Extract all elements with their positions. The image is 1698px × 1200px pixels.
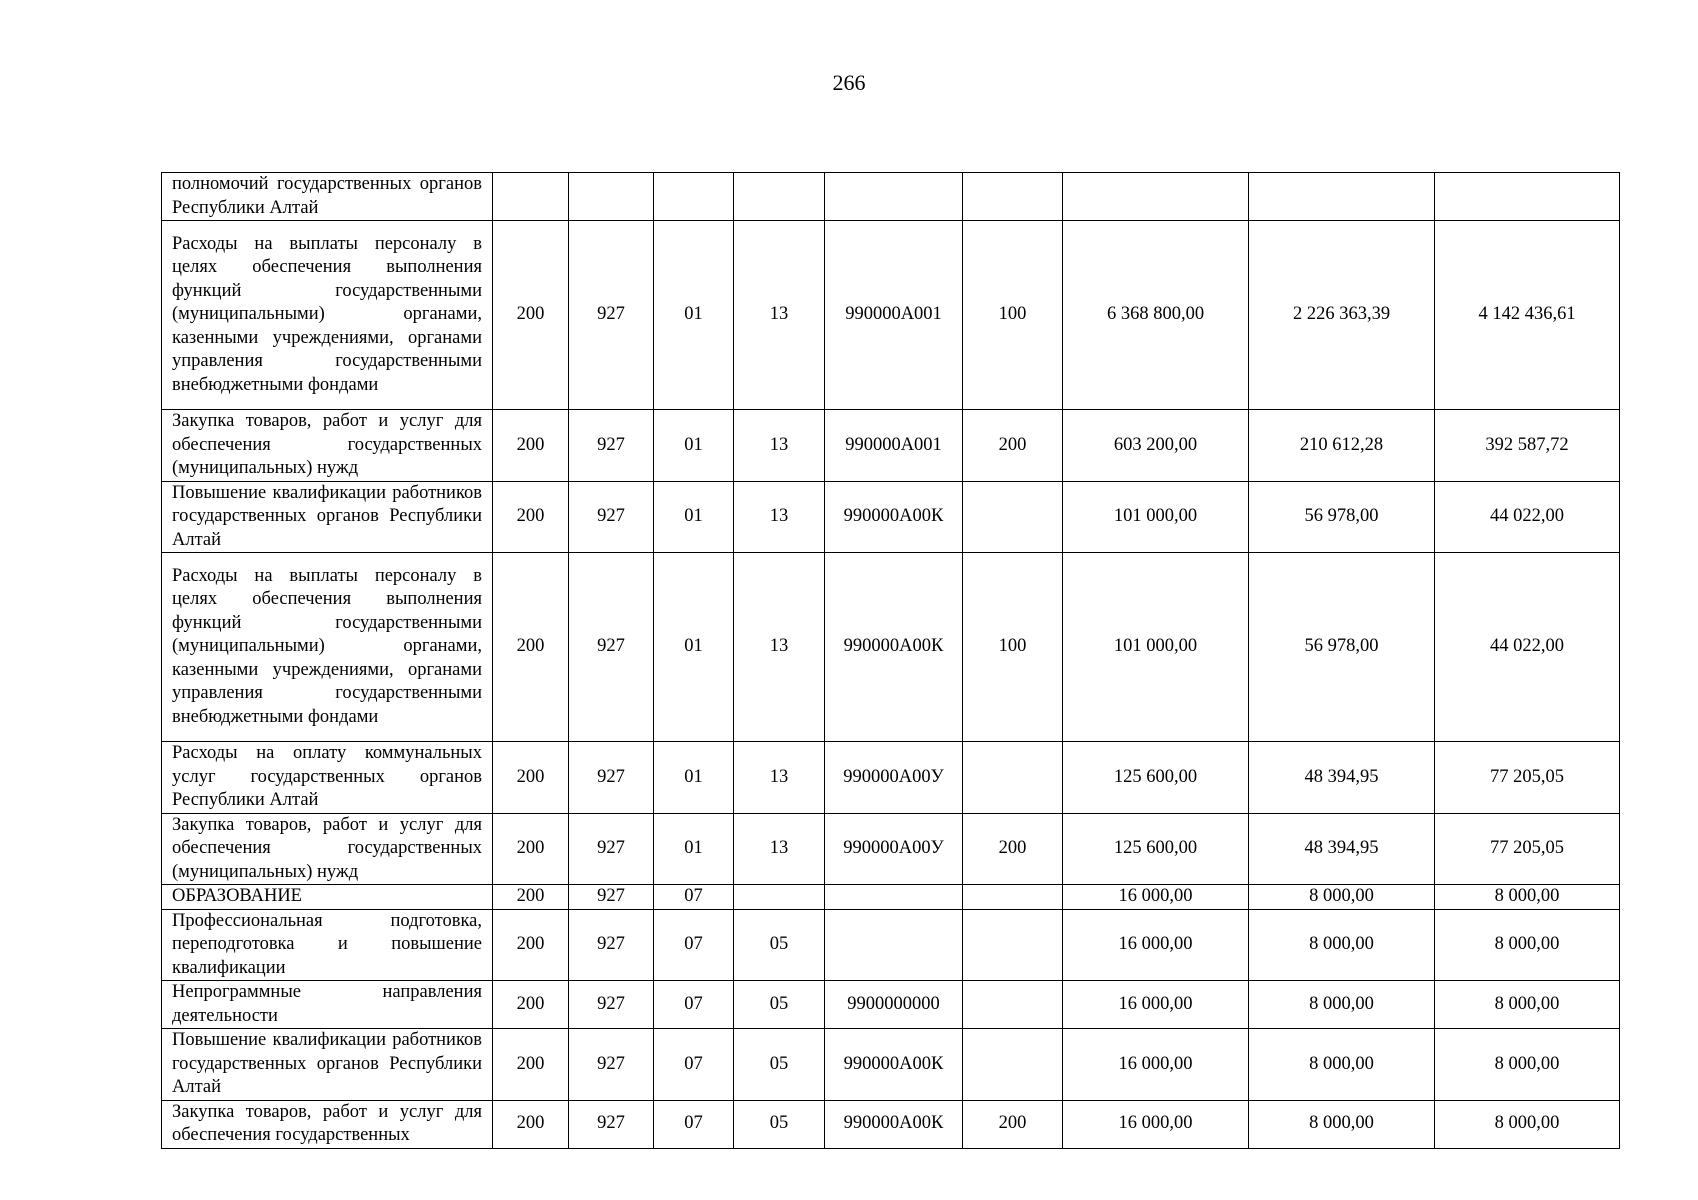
expense-type-cell — [963, 909, 1063, 981]
subsection-cell: 13 — [734, 410, 825, 482]
executed-amount-cell: 210 612,28 — [1249, 410, 1435, 482]
target-article-cell: 990000А00У — [825, 813, 963, 885]
remainder-amount-cell: 4 142 436,61 — [1435, 221, 1620, 410]
code-b-cell: 927 — [569, 1100, 654, 1148]
table-row — [162, 813, 1620, 885]
code-b-cell: 927 — [569, 1029, 654, 1101]
subsection-cell: 05 — [734, 1029, 825, 1101]
expense-type-cell — [963, 481, 1063, 553]
section-cell: 01 — [654, 410, 734, 482]
section-cell — [654, 173, 734, 221]
subsection-cell: 13 — [734, 481, 825, 553]
section-cell: 07 — [654, 981, 734, 1029]
description-cell: полномочий государственных органов Республики Алтай — [162, 173, 493, 221]
code-b-cell: 927 — [569, 885, 654, 910]
description-cell: Расходы на оплату коммунальных услуг государственных органов Республики Алтай — [162, 742, 493, 814]
code-a-cell: 200 — [493, 481, 569, 553]
code-a-cell: 200 — [493, 410, 569, 482]
remainder-amount-cell: 44 022,00 — [1435, 553, 1620, 742]
subsection-cell — [734, 173, 825, 221]
code-b-cell: 927 — [569, 410, 654, 482]
page-number: 266 — [832, 70, 866, 95]
description-cell: Непрограммные направления деятельности — [162, 981, 493, 1029]
plan-amount-cell: 16 000,00 — [1063, 1100, 1249, 1148]
code-a-cell: 200 — [493, 1029, 569, 1101]
description-cell: Повышение квалификации работников государственных органов Республики Алтай — [162, 481, 493, 553]
executed-amount-cell: 2 226 363,39 — [1249, 221, 1435, 410]
code-a-cell: 200 — [493, 981, 569, 1029]
remainder-amount-cell: 77 205,05 — [1435, 742, 1620, 814]
plan-amount-cell: 16 000,00 — [1063, 909, 1249, 981]
table-row — [162, 981, 1620, 1029]
plan-amount-cell: 16 000,00 — [1063, 1029, 1249, 1101]
subsection-cell: 13 — [734, 221, 825, 410]
code-a-cell: 200 — [493, 909, 569, 981]
section-cell: 01 — [654, 553, 734, 742]
plan-amount-cell: 603 200,00 — [1063, 410, 1249, 482]
target-article-cell — [825, 885, 963, 910]
executed-amount-cell — [1249, 173, 1435, 221]
table-row — [162, 885, 1620, 910]
code-a-cell: 200 — [493, 221, 569, 410]
description-cell: ОБРАЗОВАНИЕ — [162, 885, 493, 910]
section-cell: 07 — [654, 885, 734, 910]
target-article-cell — [825, 909, 963, 981]
description-cell: Закупка товаров, работ и услуг для обеспечения государственных (муниципальных) нужд — [162, 410, 493, 482]
section-cell: 01 — [654, 221, 734, 410]
remainder-amount-cell: 8 000,00 — [1435, 981, 1620, 1029]
plan-amount-cell: 125 600,00 — [1063, 813, 1249, 885]
target-article-cell: 990000А001 — [825, 410, 963, 482]
description-cell: Расходы на выплаты персоналу в целях обеспечения выполнения функций государственными (муниципальными) органами, казенными учреждениями, органами управления государственными внебюджетными фондами — [162, 553, 493, 742]
subsection-cell — [734, 885, 825, 910]
executed-amount-cell: 56 978,00 — [1249, 553, 1435, 742]
code-a-cell: 200 — [493, 885, 569, 910]
target-article-cell: 9900000000 — [825, 981, 963, 1029]
table-row — [162, 1100, 1620, 1148]
table-row — [162, 1029, 1620, 1101]
section-cell: 07 — [654, 1029, 734, 1101]
expense-type-cell: 100 — [963, 553, 1063, 742]
table-row — [162, 410, 1620, 482]
remainder-amount-cell: 392 587,72 — [1435, 410, 1620, 482]
table-row — [162, 173, 1620, 221]
plan-amount-cell: 16 000,00 — [1063, 885, 1249, 910]
code-b-cell: 927 — [569, 221, 654, 410]
table-row — [162, 481, 1620, 553]
code-b-cell: 927 — [569, 981, 654, 1029]
code-b-cell: 927 — [569, 481, 654, 553]
executed-amount-cell: 8 000,00 — [1249, 1100, 1435, 1148]
description-cell: Закупка товаров, работ и услуг для обеспечения государственных — [162, 1100, 493, 1148]
code-a-cell: 200 — [493, 1100, 569, 1148]
subsection-cell: 13 — [734, 813, 825, 885]
expense-type-cell: 200 — [963, 813, 1063, 885]
table-row — [162, 909, 1620, 981]
executed-amount-cell: 56 978,00 — [1249, 481, 1435, 553]
code-b-cell: 927 — [569, 742, 654, 814]
code-a-cell: 200 — [493, 553, 569, 742]
remainder-amount-cell: 8 000,00 — [1435, 885, 1620, 910]
code-a-cell — [493, 173, 569, 221]
budget-table — [161, 172, 1620, 1149]
executed-amount-cell: 8 000,00 — [1249, 1029, 1435, 1101]
target-article-cell: 990000А00У — [825, 742, 963, 814]
expense-type-cell: 200 — [963, 1100, 1063, 1148]
description-cell: Расходы на выплаты персоналу в целях обеспечения выполнения функций государственными (муниципальными) органами, казенными учреждениями, органами управления государственными внебюджетными фондами — [162, 221, 493, 410]
target-article-cell: 990000А00К — [825, 1100, 963, 1148]
subsection-cell: 05 — [734, 1100, 825, 1148]
code-b-cell: 927 — [569, 553, 654, 742]
executed-amount-cell: 8 000,00 — [1249, 909, 1435, 981]
expense-type-cell: 100 — [963, 221, 1063, 410]
subsection-cell: 05 — [734, 981, 825, 1029]
target-article-cell: 990000А00К — [825, 553, 963, 742]
expense-type-cell — [963, 1029, 1063, 1101]
expense-type-cell — [963, 981, 1063, 1029]
section-cell: 01 — [654, 813, 734, 885]
description-cell: Профессиональная подготовка, переподготовка и повышение квалификации — [162, 909, 493, 981]
table-row — [162, 221, 1620, 410]
code-a-cell: 200 — [493, 813, 569, 885]
expense-type-cell — [963, 885, 1063, 910]
remainder-amount-cell: 8 000,00 — [1435, 1100, 1620, 1148]
plan-amount-cell: 101 000,00 — [1063, 481, 1249, 553]
code-b-cell: 927 — [569, 813, 654, 885]
subsection-cell: 13 — [734, 553, 825, 742]
executed-amount-cell: 8 000,00 — [1249, 981, 1435, 1029]
plan-amount-cell: 125 600,00 — [1063, 742, 1249, 814]
executed-amount-cell: 48 394,95 — [1249, 742, 1435, 814]
expense-type-cell — [963, 173, 1063, 221]
section-cell: 07 — [654, 1100, 734, 1148]
remainder-amount-cell: 77 205,05 — [1435, 813, 1620, 885]
section-cell: 01 — [654, 742, 734, 814]
subsection-cell: 05 — [734, 909, 825, 981]
plan-amount-cell: 16 000,00 — [1063, 981, 1249, 1029]
table-row — [162, 553, 1620, 742]
executed-amount-cell: 48 394,95 — [1249, 813, 1435, 885]
remainder-amount-cell: 8 000,00 — [1435, 909, 1620, 981]
expense-type-cell: 200 — [963, 410, 1063, 482]
subsection-cell: 13 — [734, 742, 825, 814]
expense-type-cell — [963, 742, 1063, 814]
target-article-cell: 990000А00К — [825, 481, 963, 553]
remainder-amount-cell: 44 022,00 — [1435, 481, 1620, 553]
description-cell: Повышение квалификации работников государственных органов Республики Алтай — [162, 1029, 493, 1101]
code-b-cell: 927 — [569, 909, 654, 981]
table-row — [162, 742, 1620, 814]
executed-amount-cell: 8 000,00 — [1249, 885, 1435, 910]
plan-amount-cell: 6 368 800,00 — [1063, 221, 1249, 410]
code-a-cell: 200 — [493, 742, 569, 814]
description-cell: Закупка товаров, работ и услуг для обеспечения государственных (муниципальных) нужд — [162, 813, 493, 885]
target-article-cell — [825, 173, 963, 221]
plan-amount-cell: 101 000,00 — [1063, 553, 1249, 742]
target-article-cell: 990000А00К — [825, 1029, 963, 1101]
section-cell: 07 — [654, 909, 734, 981]
code-b-cell — [569, 173, 654, 221]
target-article-cell: 990000А001 — [825, 221, 963, 410]
plan-amount-cell — [1063, 173, 1249, 221]
section-cell: 01 — [654, 481, 734, 553]
remainder-amount-cell: 8 000,00 — [1435, 1029, 1620, 1101]
remainder-amount-cell — [1435, 173, 1620, 221]
